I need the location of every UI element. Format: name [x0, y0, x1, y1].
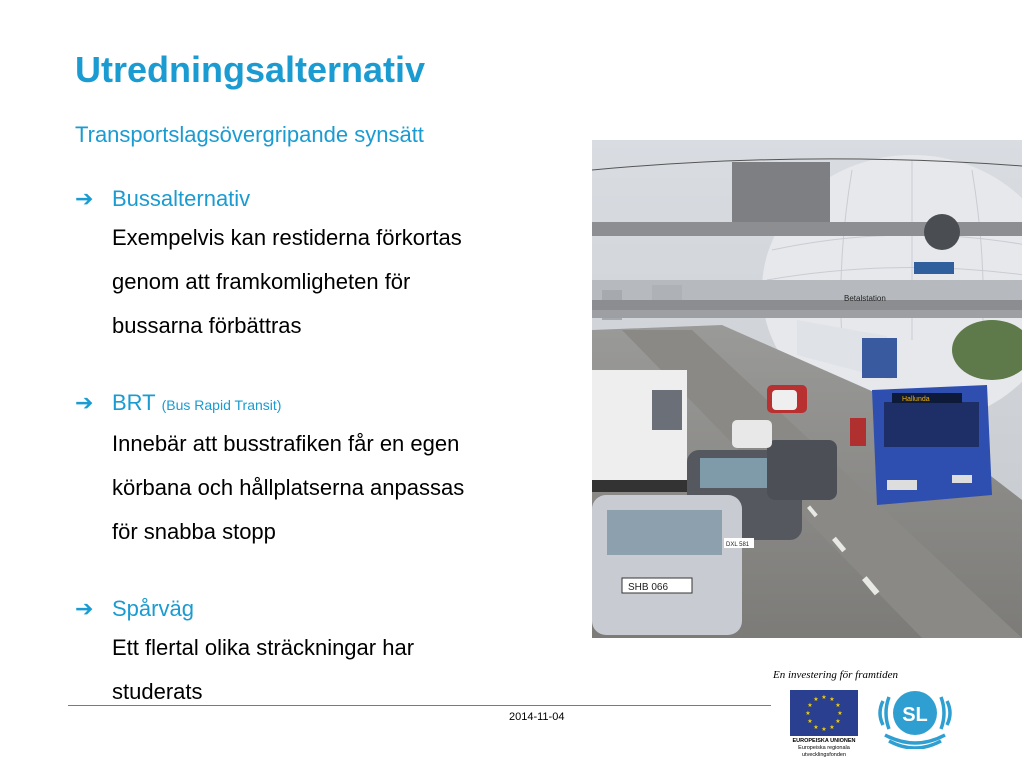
bullet-item-brt [75, 386, 585, 554]
bullet-line: studerats [112, 679, 203, 704]
bullet-list [75, 182, 585, 752]
footer-date: 2014-11-04 [509, 711, 565, 723]
slide-subtitle: Transportslagsövergripande synsätt [75, 122, 424, 147]
svg-text:★: ★ [807, 718, 813, 725]
bullet-line: bussarna förbättras [112, 313, 302, 338]
bullet-body [112, 422, 585, 554]
svg-text:★: ★ [813, 724, 819, 731]
right-arrow-icon: ➔ [75, 390, 94, 415]
traffic-photo-illustration [592, 140, 1022, 638]
right-arrow-icon: ➔ [75, 186, 94, 211]
bullet-body [112, 216, 585, 348]
eu-caption [778, 738, 870, 759]
bullet-heading: Spårväg [112, 596, 194, 621]
svg-text:★: ★ [821, 694, 827, 701]
slide-title: Utredningsalternativ [75, 49, 426, 90]
svg-text:★: ★ [807, 702, 813, 709]
footer-divider [68, 705, 771, 706]
sl-logo-text: SL [902, 704, 928, 726]
bullet-item-sparvag [75, 592, 585, 714]
bullet-line: Ett flertal olika sträckningar har [112, 635, 415, 660]
bullet-body [112, 626, 585, 714]
gantry-sign-text: Betalstation [844, 294, 886, 303]
license-plate-2: DXL 581 [726, 542, 750, 548]
bullet-line: Innebär att busstrafiken får en egen [112, 431, 460, 456]
bullet-line: Exempelvis kan restiderna förkortas [112, 225, 462, 250]
svg-text:★: ★ [835, 718, 841, 725]
eu-tagline: En investering för framtiden [773, 669, 898, 681]
bullet-line: körbana och hållplatserna anpassas [112, 475, 465, 500]
sl-logo [873, 679, 957, 749]
bullet-line: genom att framkomligheten för [112, 269, 411, 294]
bullet-heading-note: (Bus Rapid Transit) [161, 397, 282, 413]
svg-text:★: ★ [837, 710, 843, 717]
bullet-heading: Bussalternativ [112, 186, 251, 211]
right-arrow-icon: ➔ [75, 596, 94, 621]
eu-fund-line-1: Europeiska regionala [798, 745, 850, 751]
license-plate-1: SHB 066 [628, 582, 669, 593]
blue-sign [914, 262, 954, 274]
bullet-line: för snabba stopp [112, 519, 276, 544]
camera-dome [924, 214, 960, 250]
eu-flag-icon [790, 690, 858, 736]
svg-text:★: ★ [821, 726, 827, 733]
eu-name: EUROPEISKA UNIONEN [792, 738, 856, 744]
blue-bus [872, 385, 992, 505]
eu-fund-line-2: utvecklingsfonden [801, 752, 847, 758]
bullet-heading: BRT [112, 390, 156, 415]
svg-text:★: ★ [835, 702, 841, 709]
traffic-photo [592, 140, 1022, 638]
svg-text:★: ★ [805, 710, 811, 717]
bullet-item-bussalternativ [75, 182, 585, 348]
svg-text:★: ★ [829, 724, 835, 731]
svg-text:★: ★ [829, 696, 835, 703]
svg-text:★: ★ [813, 696, 819, 703]
bus-destination: Hallunda [902, 396, 930, 403]
gantry-sign [732, 162, 830, 224]
